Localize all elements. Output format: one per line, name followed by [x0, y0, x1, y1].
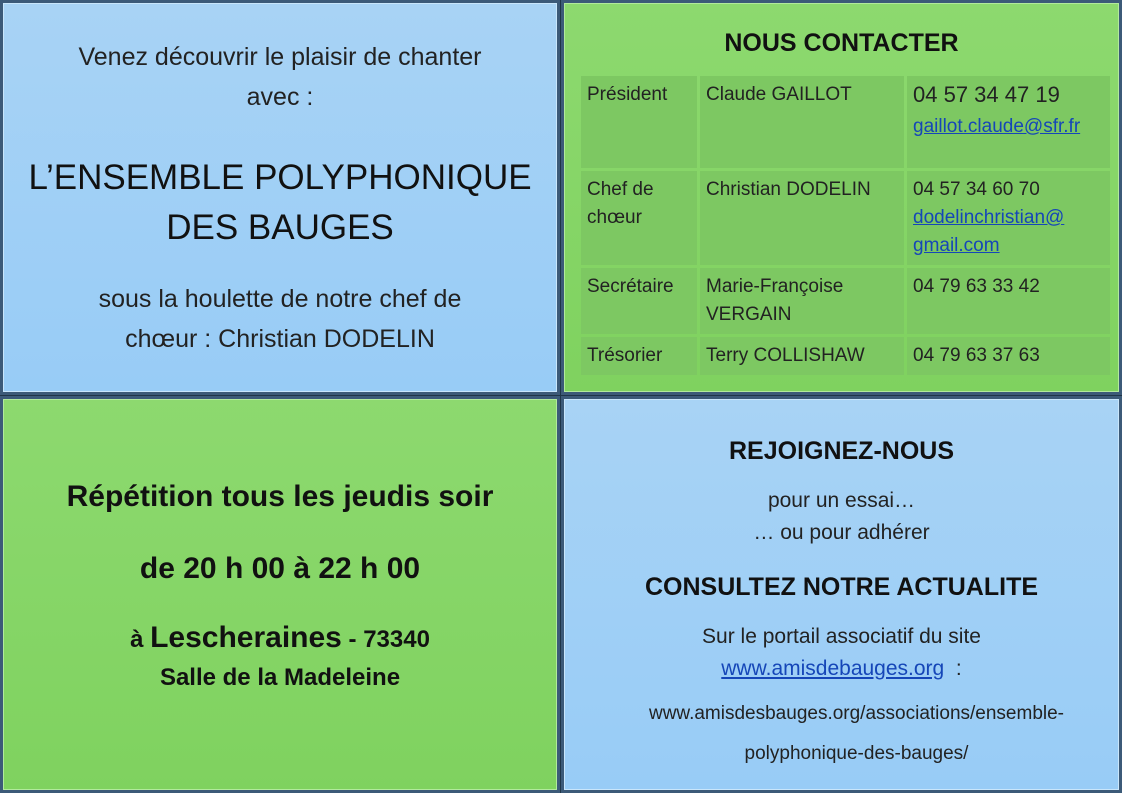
join-panel	[561, 396, 1122, 793]
site-link[interactable]: www.amisdebauges.org	[721, 657, 945, 680]
role-cell: Trésorier	[581, 337, 697, 375]
name-cell: Christian DODELIN	[700, 171, 904, 265]
table-row	[581, 268, 1110, 334]
ensemble-name	[3, 153, 557, 253]
role-line-1: Chef de	[587, 179, 654, 200]
news-line-1: Sur le portail associatif du site	[702, 625, 981, 648]
table-row	[581, 171, 1110, 265]
intro-text	[3, 37, 557, 117]
name-line-2: VERGAIN	[706, 304, 792, 325]
rehearsal-panel	[0, 396, 560, 793]
conductor-text	[3, 279, 557, 359]
news-link-row	[564, 653, 1119, 685]
news-title: CONSULTEZ NOTRE ACTUALITE	[644, 573, 1039, 601]
name-cell: Claude GAILLOT	[700, 76, 904, 168]
news-text	[564, 621, 1119, 685]
intro-line-1: Venez découvrir le plaisir de chanter	[78, 43, 482, 71]
join-title: REJOIGNEZ-NOUS	[728, 437, 955, 465]
conductor-line-1: sous la houlette de notre chef de	[98, 285, 462, 313]
email-line-2[interactable]: gmail.com	[913, 235, 1000, 256]
intro-line-2: avec :	[246, 83, 314, 111]
rehearsal-location	[3, 621, 557, 657]
phone-email-cell	[907, 171, 1110, 265]
rehearsal-day: Répétition tous les jeudis soir	[66, 480, 494, 513]
join-line-1: pour un essai…	[767, 489, 916, 512]
name-cell	[700, 268, 904, 334]
ensemble-name-line-2: DES BAUGES	[166, 208, 394, 247]
join-text	[564, 485, 1119, 549]
role-cell: Secrétaire	[581, 268, 697, 334]
intro-panel	[0, 0, 560, 395]
contact-table	[578, 73, 1113, 378]
rehearsal-venue: Salle de la Madeleine	[159, 664, 401, 691]
role-cell	[581, 171, 697, 265]
phone-number: 04 79 63 33 42	[907, 268, 1110, 334]
phone-number: 04 57 34 60 70	[913, 179, 1040, 200]
name-line-1: Marie-Françoise	[706, 276, 844, 297]
phone-number: 04 79 63 37 63	[907, 337, 1110, 375]
ensemble-name-line-1: L’ENSEMBLE POLYPHONIQUE	[28, 158, 532, 197]
location-postcode: - 73340	[341, 626, 430, 653]
role-cell: Président	[581, 76, 697, 168]
news-link-suffix: :	[944, 657, 962, 680]
association-url	[604, 694, 1109, 774]
phone-email-cell	[907, 76, 1110, 168]
join-line-2: … ou pour adhérer	[753, 521, 930, 544]
conductor-line-2: chœur : Christian DODELIN	[125, 325, 435, 353]
contact-panel	[561, 0, 1122, 395]
rehearsal-time: de 20 h 00 à 22 h 00	[139, 552, 421, 585]
name-cell: Terry COLLISHAW	[700, 337, 904, 375]
table-row	[581, 76, 1110, 168]
location-prefix: à	[130, 626, 151, 653]
role-line-2: chœur	[587, 207, 642, 228]
email-link[interactable]	[913, 204, 1104, 260]
contact-title: NOUS CONTACTER	[724, 29, 959, 57]
email-line-1[interactable]: dodelinchristian@	[913, 207, 1065, 228]
url-line-2: polyphonique-des-bauges/	[744, 743, 969, 764]
email-link[interactable]: gaillot.claude@sfr.fr	[913, 116, 1081, 137]
phone-number: 04 57 34 47 19	[913, 82, 1060, 107]
location-town: Lescheraines	[150, 621, 342, 654]
table-row	[581, 337, 1110, 375]
url-line-1: www.amisdesbauges.org/associations/ensemble-	[648, 703, 1065, 724]
